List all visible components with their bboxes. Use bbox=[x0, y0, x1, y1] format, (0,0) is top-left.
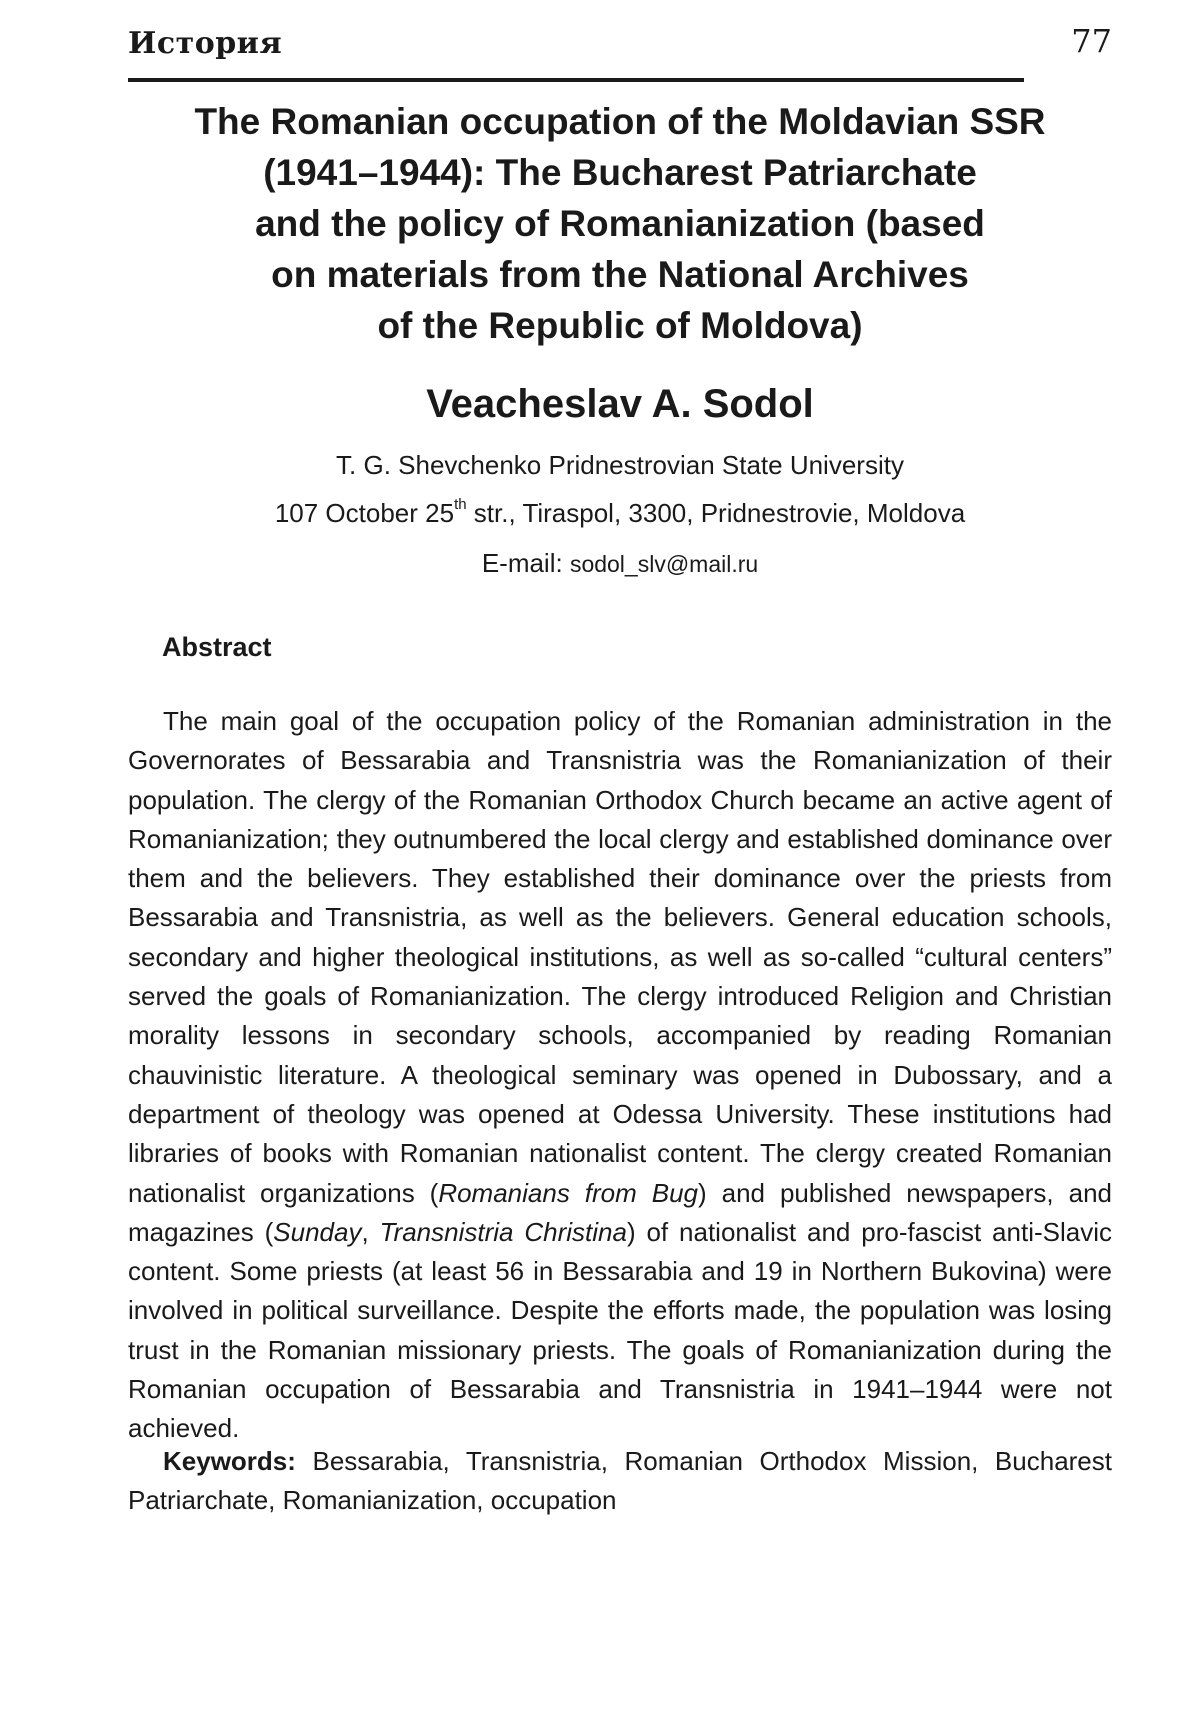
title-line: The Romanian occupation of the Moldavian SSR bbox=[194, 101, 1046, 142]
title-line: on materials from the National Archives bbox=[271, 254, 969, 295]
affiliation-address bbox=[0, 498, 1200, 529]
title-line: (1941–1944): The Bucharest Patriarchate bbox=[263, 152, 977, 193]
page-number: 77 bbox=[1071, 22, 1112, 60]
abstract-text-part: , bbox=[361, 1216, 380, 1247]
author-name: Veacheslav A. Sodol bbox=[426, 382, 814, 426]
email-link[interactable]: sodol_slv@mail.ru bbox=[569, 551, 759, 577]
abstract-text-part: ) of nationalist and pro-fascist anti-Slavic content. Some priests (at least 56 in Bessarabia and 19 in Northern Bukovina) were involved in political surveillance. Despite the efforts made, the population was losing trust in the Romanian missionary priests. The goals of Romanianization during the Romanian occupation of Bessarabia and Transnistria in 1941–1944 were not achieved. bbox=[128, 1216, 1112, 1444]
email-label: E-mail: bbox=[481, 548, 570, 578]
keywords-label: Keywords: bbox=[163, 1446, 296, 1476]
keywords-list: Bessarabia, Transnistria, Romanian Orthodox Mission, Bucharest Patriarchate, Romanianization, occupation bbox=[128, 1446, 1112, 1515]
abstract-italic-newspaper: Sunday bbox=[273, 1216, 362, 1247]
affiliation-university: T. G. Shevchenko Pridnestrovian State University bbox=[336, 450, 904, 480]
abstract-text bbox=[128, 702, 1112, 1449]
address-suffix: str., Tiraspol, 3300, Pridnestrovie, Moldova bbox=[466, 498, 966, 528]
title-line: of the Republic of Moldova) bbox=[377, 305, 863, 346]
abstract-italic-magazine: Transnistria Christina bbox=[379, 1216, 627, 1247]
address-superscript: th bbox=[454, 496, 467, 513]
header-divider bbox=[128, 78, 1024, 82]
article-title bbox=[140, 96, 1100, 351]
journal-section-title: История bbox=[128, 26, 283, 61]
abstract-text-part: ) and published newspapers, and magazines ( bbox=[128, 1177, 1112, 1247]
affiliation-email bbox=[0, 548, 1200, 579]
abstract-text-part: The main goal of the occupation policy of the Romanian administration in the Governorates of Bessarabia and Transnistria was the Romanianization of their population. The clergy of the Romanian Orthodox Church became an active agent of Romanianization; they outnumbered the local clergy and established dominance over them and the believers. They established their dominance over the priests from Bessarabia and Transnistria, as well as the believers. General education schools, secondary and higher theological institutions, as well as so-called “cultural centers” served the goals of Romanianization. The clergy introduced Religion and Christian morality lessons in secondary schools, accompanied by reading Romanian chauvinistic literature. A theological seminary was opened in Dubossary, and a department of theology was opened at Odessa University. These institutions had libraries of books with Romanian nationalist content. The clergy created Romanian nationalist organizations ( bbox=[128, 706, 1112, 1208]
keywords bbox=[128, 1442, 1112, 1520]
abstract-italic-organization: Romanians from Bug bbox=[438, 1177, 699, 1208]
abstract-heading: Abstract bbox=[162, 632, 272, 662]
address-prefix: 107 October 25 bbox=[274, 498, 455, 528]
title-line: and the policy of Romanianization (based bbox=[255, 203, 985, 244]
